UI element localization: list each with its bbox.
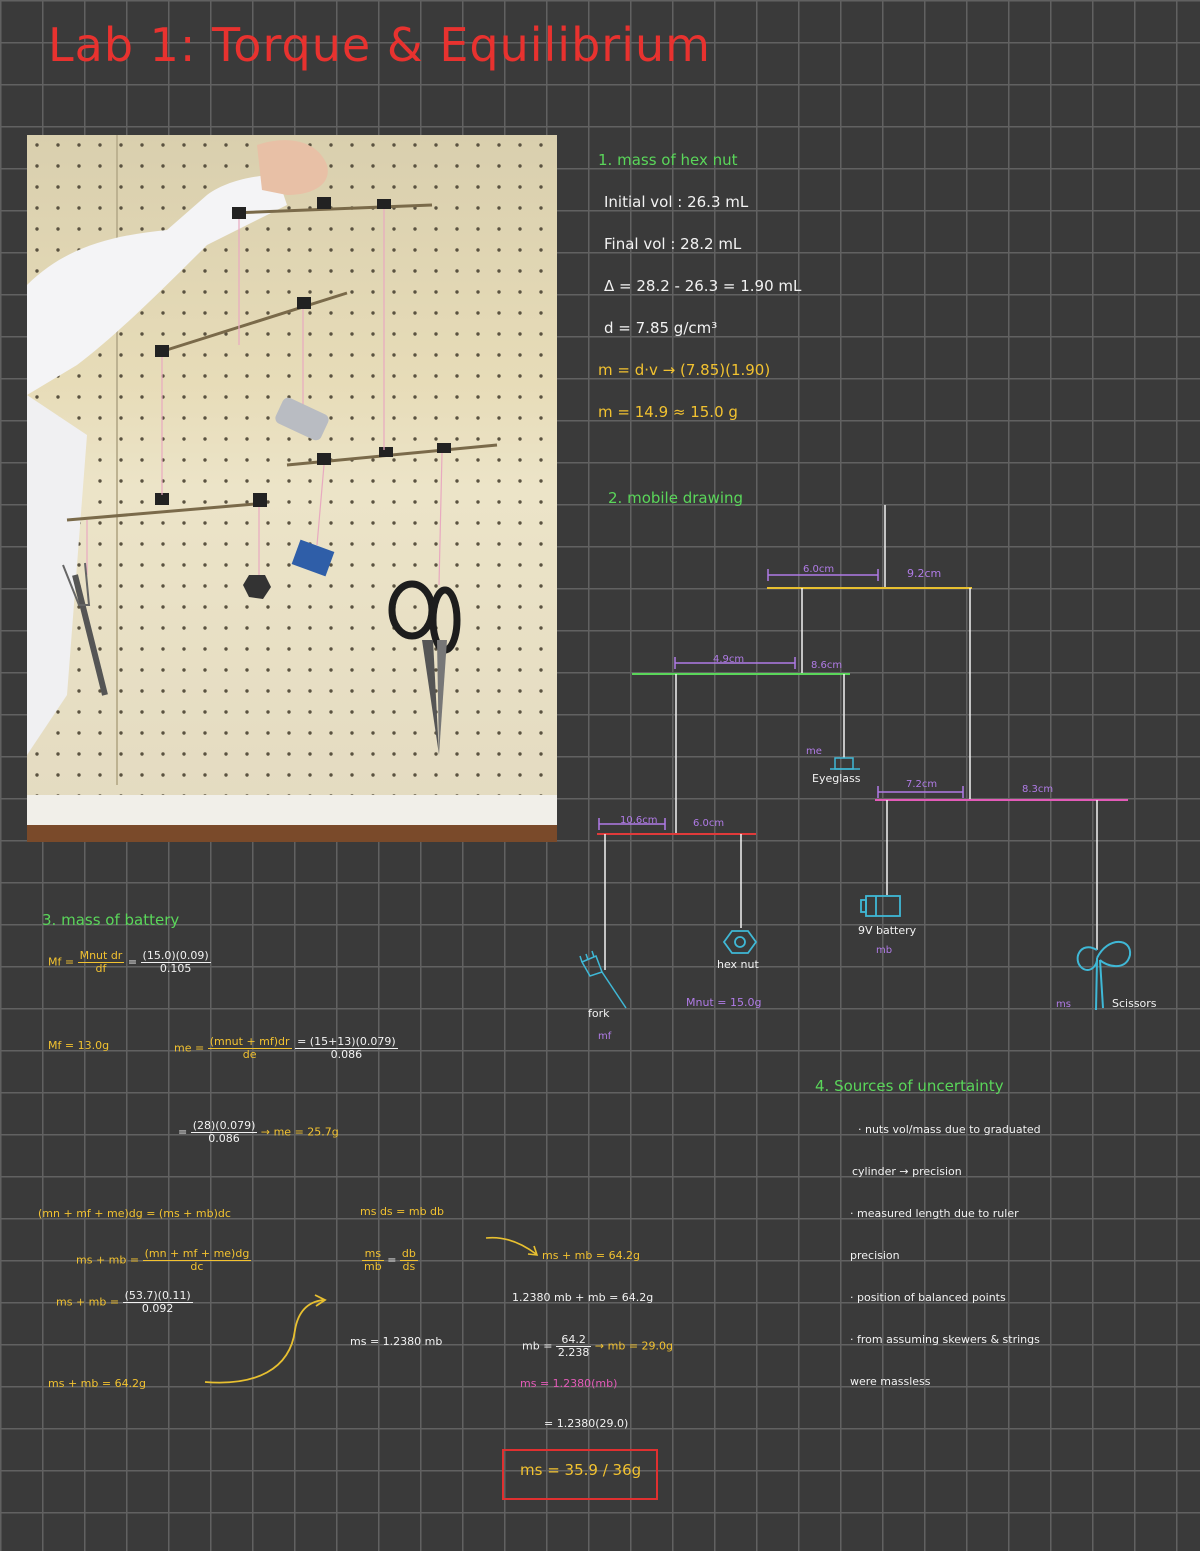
- uncertainty-line-3: · measured length due to ruler: [850, 1207, 1019, 1220]
- hex-nut-mass-label: Mnut = 15.0g: [686, 996, 762, 1009]
- torque-equation-j: [522, 1334, 673, 1359]
- section2-heading: 2. mobile drawing: [608, 489, 744, 507]
- eq-c-numerator: (53.7)(0.11): [124, 1289, 191, 1302]
- initial-volume: Initial vol : 26.3 mL: [604, 193, 749, 211]
- torque-equation-e: ms ds = mb db: [360, 1205, 445, 1218]
- torque-equation-h: ms + mb = 64.2g: [542, 1249, 641, 1262]
- eq-f-denominator-1: mb: [364, 1260, 382, 1274]
- hex-nut-icon: [724, 931, 756, 953]
- dim-top-right: 9.2cm: [907, 567, 942, 580]
- me-equation: [174, 1036, 398, 1061]
- eq-f-numerator-2: db: [401, 1247, 416, 1260]
- battery-label: 9V battery: [858, 924, 917, 937]
- curved-arrow: [195, 1290, 335, 1390]
- torque-equation-l: = 1.2380(29.0): [544, 1417, 629, 1430]
- dim-pink-left: 7.2cm: [906, 779, 938, 790]
- eq-b-denominator: dc: [190, 1260, 204, 1274]
- fork-label: fork: [588, 1007, 610, 1020]
- me2-equals: =: [178, 1125, 188, 1139]
- mf-equation: [48, 950, 211, 975]
- eq-c-lhs: ms + mb =: [56, 1295, 120, 1309]
- battery-mass-label: mb: [876, 945, 893, 956]
- section4-heading: 4. Sources of uncertainty: [815, 1077, 1004, 1095]
- eq-j-denominator: 2.238: [557, 1346, 590, 1360]
- torque-equation-c: [56, 1290, 193, 1315]
- me-value-denominator: 0.086: [330, 1048, 363, 1062]
- page-title: Lab 1: Torque & Equilibrium: [48, 18, 711, 72]
- mf-value-denominator: 0.105: [159, 962, 192, 976]
- nut-mass-result: m = 14.9 ≈ 15.0 g: [598, 403, 738, 421]
- dim-pink-right: 8.3cm: [1022, 784, 1054, 795]
- mass-formula: m = d·v → (7.85)(1.90): [598, 361, 771, 379]
- uncertainty-line-2: cylinder → precision: [852, 1165, 962, 1178]
- mf-denominator: df: [95, 962, 107, 976]
- eq-f-equals: =: [387, 1253, 397, 1267]
- eq-c-denominator: 0.092: [141, 1302, 174, 1316]
- final-volume: Final vol : 28.2 mL: [604, 235, 742, 253]
- torque-equation-i: 1.2380 mb + mb = 64.2g: [512, 1291, 654, 1304]
- section3-heading: 3. mass of battery: [42, 911, 180, 929]
- torque-equation-g: ms = 1.2380 mb: [350, 1335, 443, 1348]
- uncertainty-line-4: precision: [850, 1249, 900, 1262]
- right-arrow: [484, 1232, 544, 1260]
- eq-b-numerator: (mn + mf + me)dg: [144, 1247, 250, 1260]
- mobile-drawing: [560, 490, 1180, 1030]
- me-lhs: me =: [174, 1041, 205, 1055]
- eyeglass-icon: [835, 758, 853, 769]
- mf-result: Mf = 13.0g: [48, 1039, 110, 1052]
- fork-mass-label: mf: [598, 1031, 612, 1042]
- battery-icon: [861, 896, 900, 916]
- torque-equation-f: [362, 1248, 418, 1273]
- me-equation-2: [178, 1120, 339, 1145]
- uncertainty-line-1: · nuts vol/mass due to graduated: [858, 1123, 1041, 1136]
- fork-icon: [580, 951, 626, 1008]
- dim-red-left: 10.6cm: [620, 815, 658, 826]
- me2-denominator: 0.086: [208, 1132, 240, 1146]
- mobile-photo: [27, 135, 557, 842]
- me-result: → me = 25.7g: [260, 1125, 339, 1139]
- me2-numerator: (28)(0.079): [192, 1119, 256, 1132]
- hex-nut-label: hex nut: [717, 958, 759, 971]
- mf-equals: =: [127, 955, 138, 969]
- torque-equation-k: ms = 1.2380(mb): [520, 1377, 618, 1390]
- volume-difference: Δ = 28.2 - 26.3 = 1.90 mL: [604, 277, 802, 295]
- eq-b-lhs: ms + mb =: [76, 1253, 140, 1267]
- uncertainty-line-6: · from assuming skewers & strings: [850, 1333, 1040, 1346]
- eq-j-result: → mb = 29.0g: [594, 1339, 674, 1353]
- scissors-mass-label: ms: [1056, 999, 1071, 1010]
- mf-value-numerator: (15.0)(0.09): [142, 949, 209, 962]
- section1-heading: 1. mass of hex nut: [598, 151, 738, 169]
- eq-j-lhs: mb =: [522, 1339, 553, 1353]
- dim-red-right: 6.0cm: [693, 818, 725, 829]
- mf-numerator: Mnut dr: [79, 949, 123, 962]
- final-answer: ms = 35.9 / 36g: [520, 1461, 642, 1479]
- me-value-numerator: = (15+13)(0.079): [297, 1035, 396, 1048]
- dim-green-left: 4.9cm: [713, 654, 745, 665]
- me-numerator: (mnut + mf)dr: [209, 1035, 290, 1048]
- eq-j-numerator: 64.2: [556, 1334, 592, 1347]
- density: d = 7.85 g/cm³: [604, 319, 718, 337]
- torque-equation-a: (mn + mf + me)dg = (ms + mb)dc: [38, 1207, 231, 1220]
- eq-f-numerator-1: ms: [362, 1248, 384, 1261]
- eq-f-denominator-2: ds: [402, 1260, 416, 1274]
- torque-equation-b: [76, 1248, 251, 1273]
- torque-equation-d: ms + mb = 64.2g: [48, 1377, 147, 1390]
- mf-lhs: Mf =: [48, 955, 75, 969]
- eyeglass-mass-label: me: [806, 746, 822, 757]
- dim-green-right: 8.6cm: [811, 660, 843, 671]
- uncertainty-line-7: were massless: [850, 1375, 931, 1388]
- scissors-label: Scissors: [1112, 997, 1157, 1010]
- dim-top-left: 6.0cm: [803, 564, 835, 575]
- eyeglass-label: Eyeglass: [812, 772, 861, 785]
- uncertainty-line-5: · position of balanced points: [850, 1291, 1006, 1304]
- me-denominator: de: [242, 1048, 257, 1062]
